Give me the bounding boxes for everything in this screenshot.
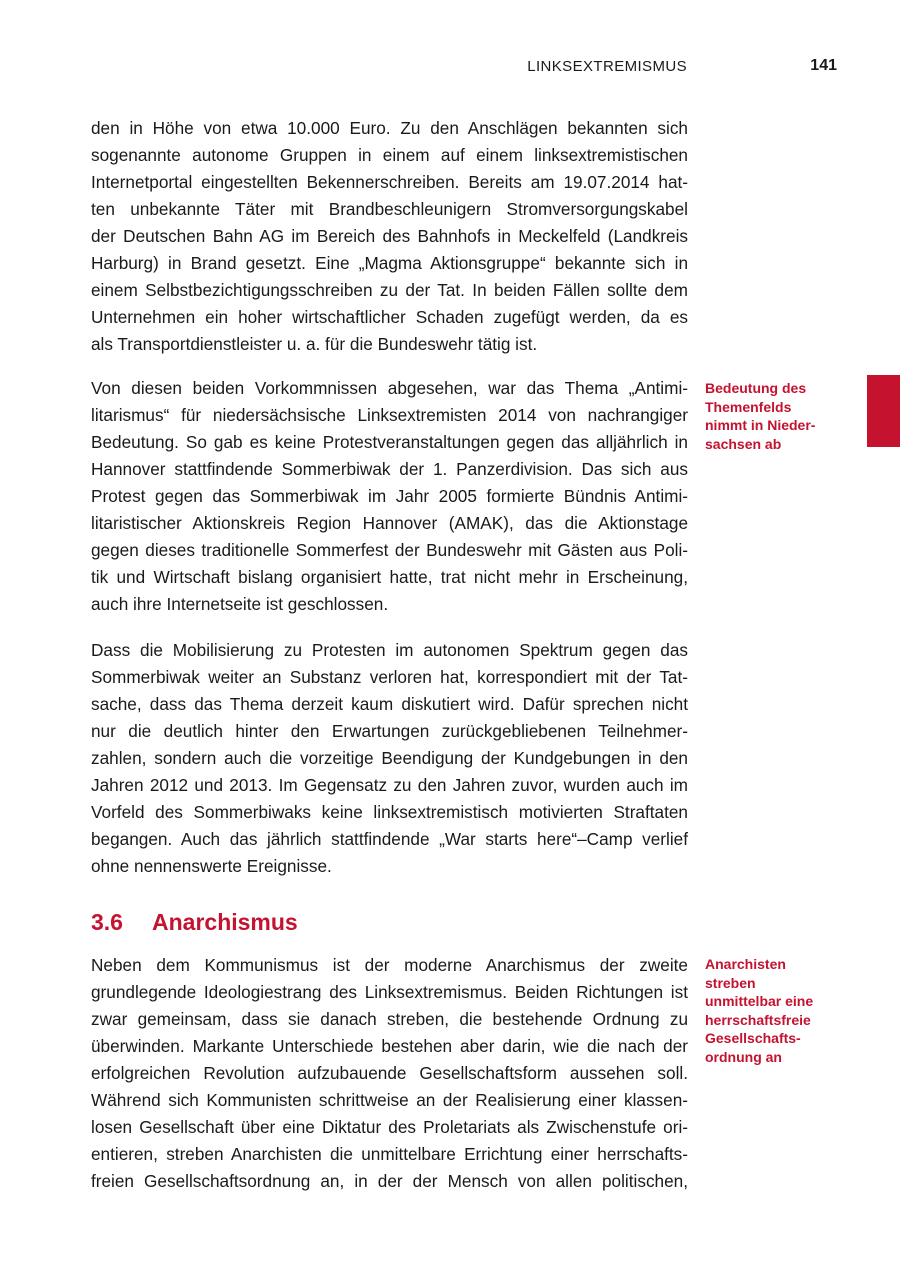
- margin-note-1: [705, 379, 835, 453]
- text-line: sache, dass das Thema derzeit kaum diskutiert wird. Dafür sprechen nicht: [91, 694, 688, 714]
- margin-note-line: nimmt in Nieder-: [705, 417, 816, 433]
- text-line: Protest gegen das Sommerbiwak im Jahr 2005 formierte Bündnis Antimi-: [91, 486, 688, 506]
- margin-note-line: streben: [705, 974, 756, 991]
- text-line: nur die deutlich hinter den Erwartungen zurückgebliebenen Teilnehmer-: [91, 721, 688, 741]
- text-line: erfolgreichen Revolution aufzubauende Gesellschaftsform aussehen soll.: [91, 1063, 688, 1083]
- text-line: zwar gemeinsam, dass sie danach streben, die bestehende Ordnung zu: [91, 1009, 688, 1029]
- text-line: Unternehmen ein hoher wirtschaftlicher Schaden zugefügt werden, da es: [91, 307, 688, 327]
- body-paragraph-2: [91, 375, 688, 618]
- section-heading: [91, 909, 298, 936]
- text-line: Vorfeld des Sommerbiwaks keine linksextremistisch motivierten Straftaten: [91, 802, 688, 822]
- text-line: Dass die Mobilisierung zu Protesten im autonomen Spektrum gegen das: [91, 640, 688, 660]
- margin-note-2: [705, 955, 835, 1066]
- text-line: zahlen, sondern auch die vorzeitige Beendigung der Kundgebungen in den: [91, 748, 688, 768]
- page-number: 141: [810, 57, 837, 74]
- body-paragraph-1: [91, 115, 688, 358]
- margin-note-line: Gesellschafts-: [705, 1030, 801, 1046]
- margin-note-line: sachsen ab: [705, 435, 782, 452]
- margin-note-line: unmittelbar eine: [705, 993, 814, 1009]
- body-paragraph-3: [91, 637, 688, 880]
- text-line: den in Höhe von etwa 10.000 Euro. Zu den Anschlägen bekannten sich: [91, 118, 688, 138]
- section-number: 3.6: [91, 909, 123, 935]
- text-line: auch ihre Internetseite ist geschlossen.: [91, 594, 389, 614]
- text-line: litarismus“ für niedersächsische Linksextremisten 2014 von nachrangiger: [91, 405, 688, 425]
- margin-note-line: Themenfelds: [705, 398, 792, 415]
- text-line: Bedeutung. So gab es keine Protestveranstaltungen gegen das alljährlich in: [91, 432, 688, 452]
- text-line: Während sich Kommunisten schrittweise an der Realisierung einer klassen-: [91, 1090, 688, 1110]
- section-title: Anarchismus: [152, 909, 298, 935]
- text-line: Von diesen beiden Vorkommnissen abgesehen, war das Thema „Antimi-: [91, 378, 688, 398]
- text-line: überwinden. Markante Unterschiede bestehen aber darin, wie die nach der: [91, 1036, 688, 1056]
- text-line: einem Selbstbezichtigungsschreiben zu der Tat. In beiden Fällen sollte dem: [91, 280, 688, 300]
- body-paragraph-4: [91, 952, 688, 1195]
- text-line: der Deutschen Bahn AG im Bereich des Bahnhofs in Meckelfeld (Landkreis: [91, 226, 688, 246]
- text-line: grundlegende Ideologiestrang des Linksextremismus. Beiden Richtungen ist: [91, 982, 688, 1002]
- margin-note-line: ordnung an: [705, 1048, 782, 1065]
- text-line: Neben dem Kommunismus ist der moderne Anarchismus der zweite: [91, 955, 688, 975]
- text-line: tik und Wirtschaft bislang organisiert hatte, trat nicht mehr in Erscheinung,: [91, 567, 688, 587]
- running-title: LINKSEXTREMISMUS: [527, 58, 687, 75]
- text-line: freien Gesellschaftsordnung an, in der der Mensch von allen politischen,: [91, 1171, 688, 1191]
- text-line: ten unbekannte Täter mit Brandbeschleunigern Stromversorgungskabel: [91, 199, 688, 219]
- margin-note-line: Anarchisten: [705, 956, 786, 972]
- chapter-thumb-tab: [867, 375, 900, 447]
- text-line: litaristischer Aktionskreis Region Hannover (AMAK), das die Aktionstage: [91, 513, 688, 533]
- text-line: Internetportal eingestellten Bekennerschreiben. Bereits am 19.07.2014 hat-: [91, 172, 688, 192]
- text-line: Harburg) in Brand gesetzt. Eine „Magma Aktionsgruppe“ bekannte sich in: [91, 253, 688, 273]
- text-line: entieren, streben Anarchisten die unmittelbare Errichtung einer herrschafts-: [91, 1144, 688, 1164]
- text-line: als Transportdienstleister u. a. für die Bundeswehr tätig ist.: [91, 334, 538, 354]
- margin-note-line: herrschaftsfreie: [705, 1011, 811, 1028]
- text-line: Hannover stattfindende Sommerbiwak der 1. Panzerdivision. Das sich aus: [91, 459, 688, 479]
- text-line: sogenannte autonome Gruppen in einem auf einem linksextremistischen: [91, 145, 688, 165]
- text-line: begangen. Auch das jährlich stattfindende „War starts here“–Camp verlief: [91, 829, 688, 849]
- text-line: gegen dieses traditionelle Sommerfest der Bundeswehr mit Gästen aus Poli-: [91, 540, 688, 560]
- text-line: Sommerbiwak weiter an Substanz verloren hat, korrespondiert mit der Tat-: [91, 667, 688, 687]
- text-line: Jahren 2012 und 2013. Im Gegensatz zu den Jahren zuvor, wurden auch im: [91, 775, 688, 795]
- margin-note-line: Bedeutung des: [705, 380, 807, 396]
- text-line: ohne nennenswerte Ereignisse.: [91, 856, 332, 876]
- text-line: losen Gesellschaft über eine Diktatur des Proletariats als Zwischenstufe ori-: [91, 1117, 688, 1137]
